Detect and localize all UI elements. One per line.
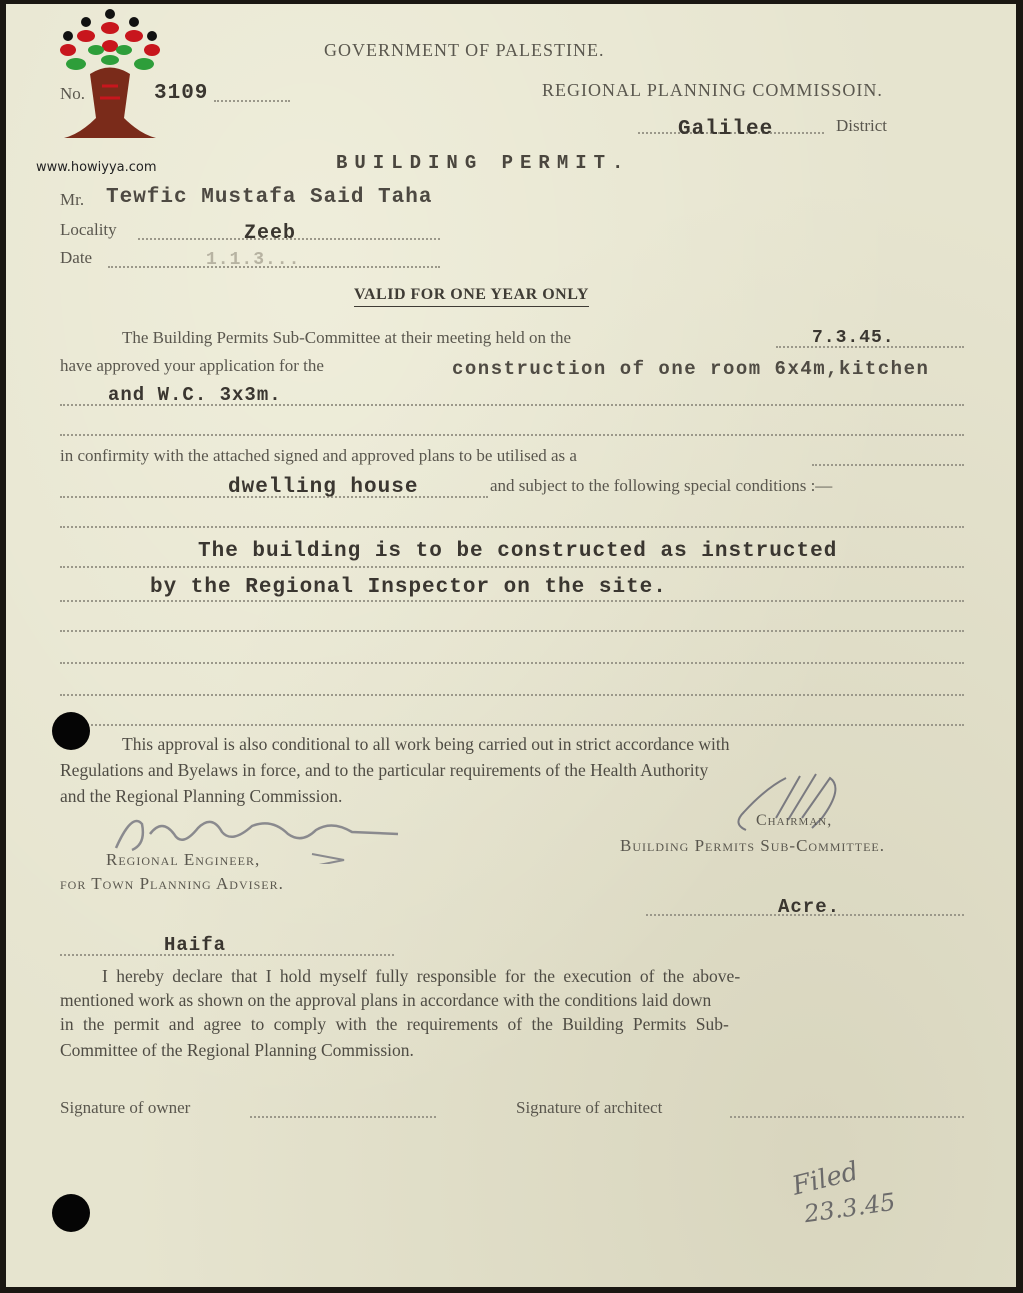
permit-document: [6, 4, 1016, 1287]
blank-dots-6: [60, 724, 964, 726]
filed-note: Filed: [789, 1156, 862, 1202]
punch-hole-bottom: [52, 1194, 90, 1232]
number-label: No.: [60, 84, 86, 103]
blank-dots-1: [60, 434, 964, 436]
blank-dots-2: [60, 526, 964, 528]
permit-number: 3109: [154, 82, 209, 105]
approval-line-3: and the Regional Planning Commission.: [60, 786, 343, 806]
approved-text: have approved your application for the: [60, 356, 324, 375]
blank-dots-4: [60, 662, 964, 664]
confirmity-text: in confirmity with the attached signed and approved plans to be utilised as a: [60, 446, 577, 465]
applicant-name: Tewfic Mustafa Said Taha: [106, 186, 433, 209]
use-value: dwelling house: [228, 476, 419, 499]
filed-date: 23.3.45: [802, 1187, 898, 1229]
confirmity-dots: [812, 464, 964, 466]
blank-dots-5: [60, 694, 964, 696]
condition-dots-2: [60, 600, 964, 602]
owner-signature-dots: [250, 1116, 436, 1118]
engineer-for: for Town Planning Adviser.: [60, 874, 284, 893]
valid-notice: VALID FOR ONE YEAR ONLY: [354, 286, 589, 307]
owner-signature-label: Signature of owner: [60, 1098, 191, 1117]
committee-title: Building Permits Sub-Committee.: [620, 836, 885, 855]
district-value: Galilee: [678, 118, 774, 141]
chairman-title: Chairman,: [756, 812, 833, 829]
locality-label: Locality: [60, 220, 117, 239]
meeting-date: 7.3.45.: [812, 328, 895, 348]
condition-line-2: by the Regional Inspector on the site.: [150, 576, 667, 599]
date-label: Date: [60, 248, 93, 267]
logo-website: www.howiyya.com: [36, 160, 157, 175]
commission-heading: REGIONAL PLANNING COMMISSOIN.: [542, 80, 883, 100]
tree-icon: [50, 6, 170, 156]
punch-hole-top: [52, 712, 90, 750]
blank-dots-3: [60, 630, 964, 632]
date-value: 1.1.3...: [206, 250, 301, 270]
number-dots: [214, 100, 290, 102]
architect-signature-label: Signature of architect: [516, 1098, 663, 1117]
meeting-text: The Building Permits Sub-Committee at their meeting held on the: [122, 328, 572, 347]
construction-line-1: construction of one room 6x4m,kitchen: [452, 358, 930, 380]
condition-line-1: The building is to be constructed as instructed: [198, 540, 838, 563]
condition-dots-1: [60, 566, 964, 568]
declaration-line-2: mentioned work as shown on the approval plans in accordance with the conditions laid down: [60, 990, 712, 1010]
conditions-text: and subject to the following special conditions :—: [490, 476, 833, 495]
declaration-line-4: Committee of the Regional Planning Commission.: [60, 1040, 414, 1060]
declaration-line-1: I hereby declare that I hold myself fully responsible for the execution of the above-: [102, 966, 741, 986]
district-label: District: [836, 116, 887, 135]
permit-title: BUILDING PERMIT.: [336, 152, 631, 174]
acre-label: Acre.: [778, 896, 841, 918]
construction-line-2: and W.C. 3x3m.: [108, 384, 282, 406]
approval-line-1: This approval is also conditional to all work being carried out in strict accordance with: [122, 734, 730, 754]
howiyya-logo: [36, 6, 170, 175]
place-dots: [60, 954, 394, 956]
engineer-title: Regional Engineer,: [106, 850, 261, 869]
mr-label: Mr.: [60, 190, 85, 209]
declaration-line-3: in the permit and agree to comply with the requirements of the Building Permits Sub-: [60, 1014, 729, 1034]
locality-value: Zeeb: [244, 222, 297, 245]
declaration-place: Haifa: [164, 934, 227, 956]
government-heading: GOVERNMENT OF PALESTINE.: [324, 40, 605, 60]
architect-signature-dots: [730, 1116, 964, 1118]
approval-line-2: Regulations and Byelaws in force, and to the particular requirements of the Health Authority: [60, 760, 709, 780]
